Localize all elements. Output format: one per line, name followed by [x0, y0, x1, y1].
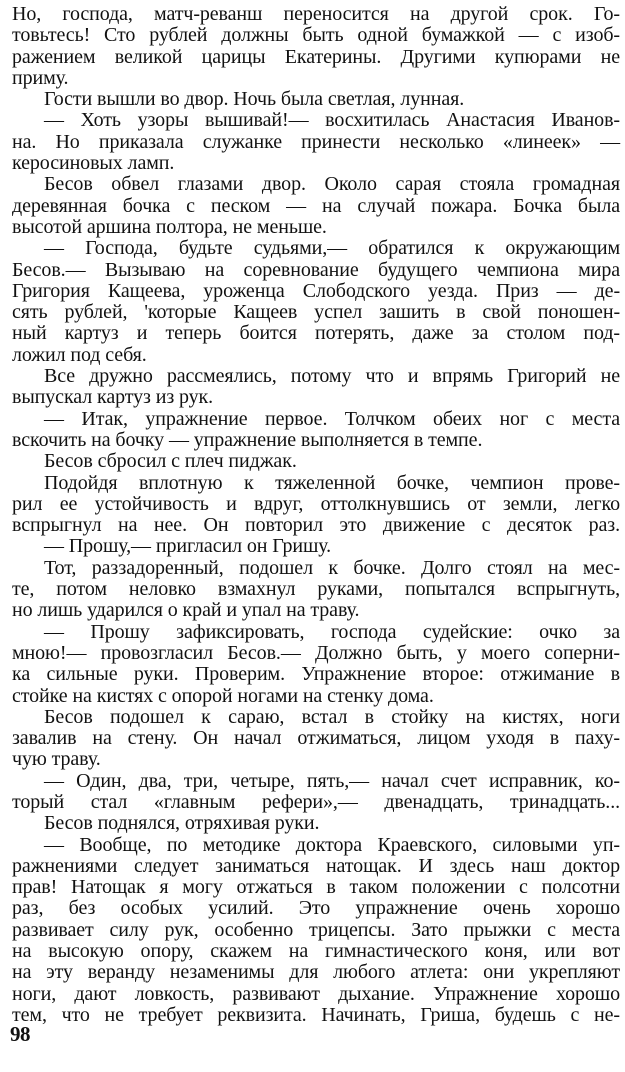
text-line: Бесов поднялся, отряхивая руки.	[44, 812, 320, 835]
text-line: деревянная бочка с песком — на случай пожара. Бочка была	[12, 194, 620, 217]
text-line: Но, господа, матч-реванш переносится на другой срок. Го-	[12, 3, 620, 25]
text-line: ный картуз и теперь боится потерять, даже за столом под-	[12, 322, 620, 345]
text-line: — Господа, будьте судьями,— обратился к окружающим	[44, 237, 620, 260]
book-page-text	[12, 4, 620, 1026]
text-line: но лишь ударился о край и упал на траву.	[12, 599, 360, 622]
text-line: сять рублей, 'которые Кащеев успел зашить в свой поношен-	[12, 301, 620, 324]
text-line: — Хоть узоры вышивай!— восхитилась Анастасия Иванов-	[44, 109, 620, 132]
text-line: те, потом неловко взмахнул руками, попытался вспрыгнуть,	[12, 578, 620, 601]
text-line: рил ее устойчивость и вдруг, оттолкнувшись от земли, легко	[12, 492, 620, 515]
text-line: на. Но приказала служанке принести несколько «линеек» —	[12, 130, 620, 153]
text-line: на высокую опору, скажем на гимнастического коня, или вот	[12, 940, 620, 963]
text-line: развивает силу рук, особенно трицепсы. Зато прыжки с места	[12, 918, 620, 941]
text-line: раз, без особых усилий. Это упражнение очень хорошо	[12, 897, 620, 920]
text-line: высотой аршина полтора, не меньше.	[12, 215, 327, 238]
text-line: Бесов подошел к сараю, встал в стойку на кистях, ноги	[44, 705, 620, 728]
text-line: ражением великой царицы Екатерины. Другими купюрами не	[12, 45, 620, 68]
text-line: Бесов.— Вызываю на соревнование будущего чемпиона мира	[12, 258, 620, 281]
text-line: чую траву.	[12, 748, 101, 771]
text-line: стойке на кистях с опорой ногами на стенку дома.	[12, 684, 434, 707]
text-line: вспрыгнул на нее. Он повторил это движение с десяток раз.	[12, 514, 620, 537]
text-line: — Прошу,— пригласил он Гришу.	[44, 535, 332, 558]
text-line: товьтесь! Сто рублей должны быть одной бумажкой — с изоб-	[12, 24, 620, 47]
text-line: Григория Кащеева, уроженца Слободского уезда. Приз — де-	[12, 279, 620, 302]
text-line: — Прошу зафиксировать, господа судейские: очко за	[44, 620, 620, 643]
text-line: выпускал картуз из рук.	[12, 386, 214, 409]
text-line: Гости вышли во двор. Ночь была светлая, лунная.	[44, 88, 465, 111]
text-line: — Итак, упражнение первое. Толчком обеих ног с места	[44, 407, 620, 430]
text-line: вскочить на бочку — упражнение выполняется в темпе.	[12, 428, 483, 451]
text-line: приму.	[12, 66, 69, 89]
text-line: ражнениями следует заниматься натощак. И здесь наш доктор	[12, 854, 620, 877]
text-line: на эту веранду незаменимы для любого атлета: они укрепляют	[12, 961, 620, 984]
text-line: керосиновых ламп.	[12, 152, 175, 175]
text-line: ка сильные руки. Проверим. Упражнение второе: отжимание в	[12, 663, 620, 686]
text-line: Тот, раззадоренный, подошел к бочке. Долго стоял на мес-	[44, 556, 620, 579]
text-line: Все дружно рассмеялись, потому что и впрямь Григорий не	[44, 365, 620, 388]
text-line: Бесов обвел глазами двор. Около сарая стояла громадная	[44, 173, 620, 196]
text-line: торый стал «главным рефери»,— двенадцать, тринадцать...	[12, 790, 620, 813]
text-line: завалив на стену. Он начал отжиматься, лицом уходя в паху-	[12, 727, 620, 750]
text-line: ноги, дают ловкость, развивают дыхание. Упражнение хорошо	[12, 982, 620, 1005]
page-number: 98	[10, 1022, 30, 1046]
text-line: — Вообще, по методике доктора Краевского, силовыми уп-	[44, 833, 620, 856]
text-line: мною!— провозгласил Бесов.— Должно быть, у моего соперни-	[12, 641, 620, 664]
text-line: прав! Натощак я могу отжаться в таком положении с полсотни	[12, 876, 620, 899]
text-line: Бесов сбросил с плеч пиджак.	[44, 450, 297, 473]
text-line: тем, что не требует реквизита. Начинать, Гриша, будешь с не-	[12, 1003, 620, 1026]
text-line: — Один, два, три, четыре, пять,— начал счет исправник, ко-	[44, 769, 620, 792]
text-line: Подойдя вплотную к тяжеленной бочке, чемпион прове-	[44, 471, 620, 494]
text-line: ложил под себя.	[12, 343, 147, 366]
